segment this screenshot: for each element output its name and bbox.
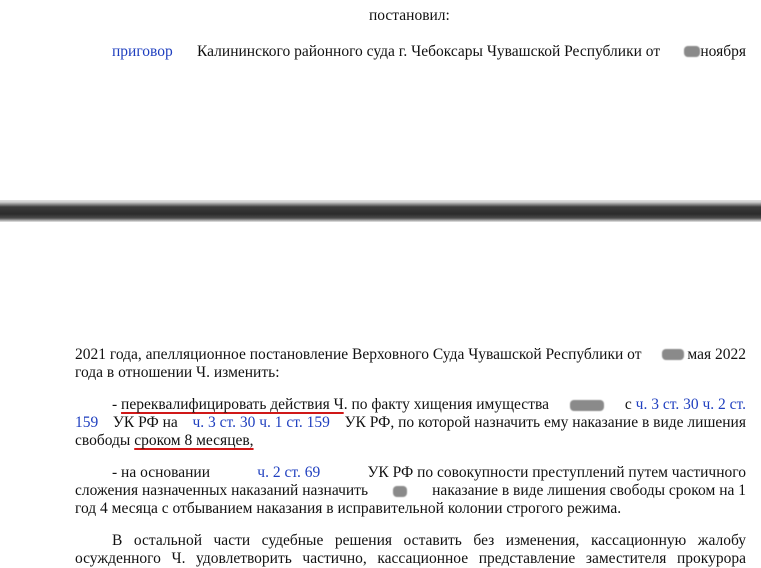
- aggregate-text-2b: наказание в виде лишения свободы сроком на 1: [432, 482, 746, 499]
- appeal-line-2: года в отношении Ч. изменить:: [75, 364, 280, 381]
- requalify-line-2: [75, 414, 746, 432]
- redacted-victim: [570, 400, 604, 411]
- article-link-new[interactable]: ч. 3 ст. 30 ч. 1 ст. 159: [192, 414, 330, 431]
- article-link-old[interactable]: ч. 3 ст. 30 ч. 2 ст.: [635, 396, 746, 413]
- aggregate-line-2: [75, 482, 746, 500]
- term-underlined: сроком 8 месяцев,: [134, 432, 254, 449]
- aggregate-line-3: год 4 месяца с отбыванием наказания в исправительной колонии строгого режима.: [75, 500, 622, 517]
- requalify-sentence-text: УК РФ, по которой назначить ему наказание в виде лишения: [344, 414, 746, 431]
- remaining-line-2: осужденного Ч. удовлетворить частично, кассационное представление заместителя прокурора: [75, 550, 746, 567]
- appeal-text-1: 2021 года, апелляционное постановление Верховного Суда Чувашской Республики от: [75, 346, 642, 363]
- requalify-start: [112, 396, 549, 414]
- requalify-to-text: УК РФ на: [112, 414, 178, 431]
- remaining-line-1: В остальной части судебные решения оставить без изменения, кассационную жалобу: [112, 532, 746, 549]
- dash: -: [112, 396, 122, 413]
- aggregate-text-2a: сложения назначенных наказаний назначить: [75, 482, 369, 499]
- freedom-text: свободы: [75, 432, 135, 449]
- redacted-day: [684, 46, 700, 57]
- requalify-line-1: [112, 396, 746, 414]
- requalify-from: [625, 396, 746, 414]
- page-separator: [0, 200, 761, 222]
- appeal-line-1: [75, 346, 746, 364]
- document-page-lower: [0, 222, 761, 567]
- aggregate-line-1: [112, 464, 746, 482]
- appeal-date: [662, 346, 746, 364]
- article-link-old-cont[interactable]: 159: [75, 414, 99, 431]
- verdict-month: ноября: [700, 43, 746, 60]
- document-page-upper: [0, 0, 761, 200]
- verdict-link[interactable]: приговор: [112, 43, 173, 60]
- redacted-day: [662, 349, 684, 360]
- verdict-date-tail: [684, 43, 746, 61]
- requalify-text: . по факту хищения имущества: [343, 396, 549, 413]
- appeal-month-year: мая 2022: [687, 346, 746, 363]
- paragraph-verdict-line: [112, 43, 746, 61]
- verdict-text: Калининского районного суда г. Чебоксары Чувашской Республики от: [197, 43, 661, 60]
- ruling-heading: постановил:: [369, 7, 450, 24]
- redacted-name: [393, 486, 407, 497]
- requalify-line-3: [75, 432, 254, 450]
- aggregate-start: - на основании: [112, 464, 211, 481]
- aggregate-text: УК РФ по совокупности преступлений путем частичного: [367, 464, 746, 481]
- requalify-underlined: переквалифицировать действия Ч: [121, 396, 344, 413]
- article-link-69[interactable]: ч. 2 ст. 69: [257, 464, 321, 481]
- from-text: с: [624, 396, 636, 413]
